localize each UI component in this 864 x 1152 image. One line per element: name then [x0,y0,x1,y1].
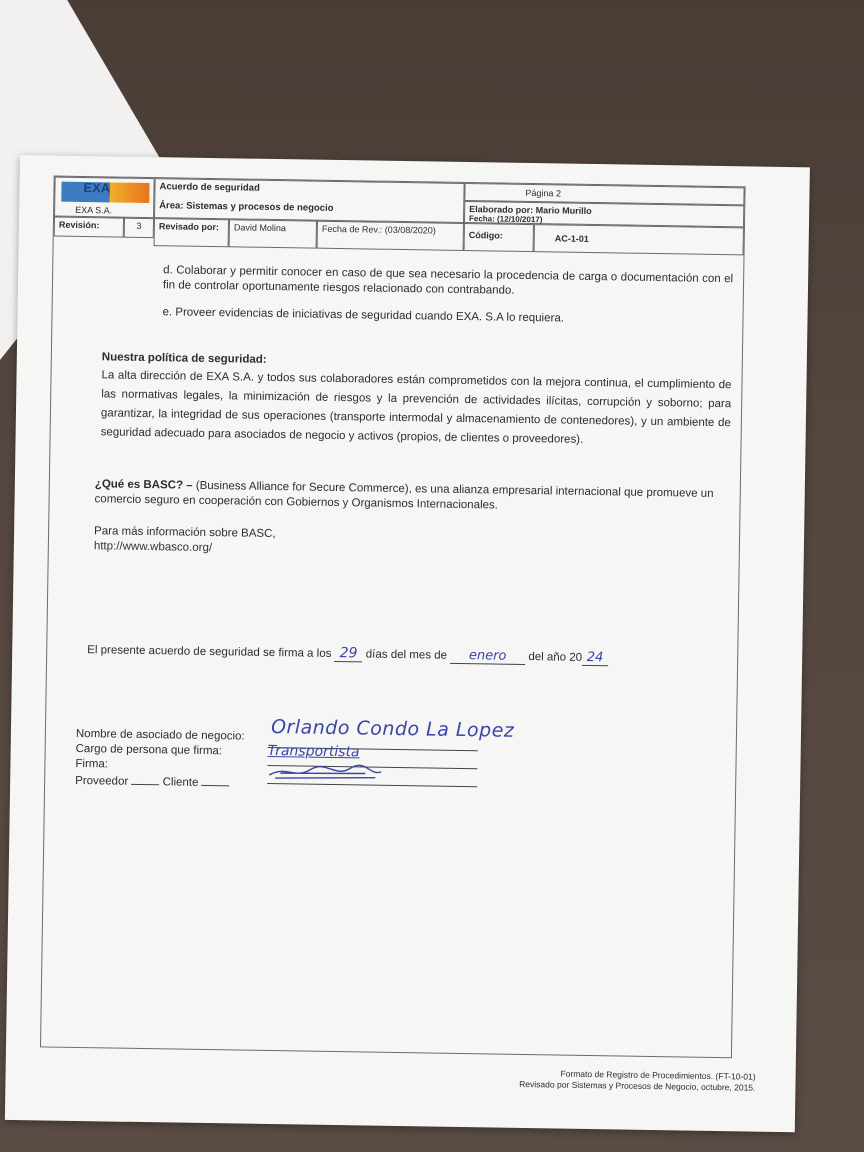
signature-form [75,727,245,792]
codigo-label-cell [464,223,534,252]
area-label: Área: Sistemas y procesos de negocio [159,200,334,214]
codigo-value: AC-1-01 [554,233,589,244]
basc-text: (Business Alliance for Secure Commerce), es una alianza empresarial internacional que promueve un comercio seguro en cooperación con Gobiernos y Organismos Internacionales. [94,479,714,512]
signing-part1: El presente acuerdo de seguridad se firma a los [87,644,332,660]
revision-label: Revisión: [58,219,100,231]
codigo-value-cell [534,224,744,255]
revision-value: 3 [136,220,142,231]
company-name: EXA S.A. [75,204,113,216]
codigo-label: Código: [468,230,503,241]
footer-line1: Formato de Registro de Procedimientos. (FT-10-01) [560,1068,756,1082]
revisado-value-cell [229,219,317,248]
basc-url[interactable]: http://www.wbasco.org/ [93,540,213,555]
nombre-value[interactable]: Orlando Condo La Lopez [270,716,515,742]
document-title: Acuerdo de seguridad [159,181,260,194]
clause-e: e. Proveer evidencias de iniciativas de seguridad cuando EXA. S.A lo requiera. [162,306,565,325]
document-footer [519,1068,756,1094]
cargo-value[interactable]: Transportista [267,742,360,761]
revisado-label-cell [154,218,229,247]
policy-heading: Nuestra política de seguridad: [101,351,267,366]
signing-year[interactable]: 24 [582,650,608,666]
firma-label: Firma: [75,757,109,771]
title-cell [154,178,465,223]
cliente-label: Cliente [162,776,199,789]
fecha-revision: Fecha de Rev.: (03/08/2020) [321,223,436,236]
logo-text: EXA [83,180,111,196]
type-row [75,774,244,792]
elaborado-por: Elaborado por: Mario Murillo [469,204,592,216]
nombre-label: Nombre de asociado de negocio: [75,727,245,743]
proveedor-label: Proveedor [75,774,129,788]
signing-part3: del año 20 [528,651,583,664]
signing-sentence [87,642,608,666]
document-page [5,155,810,1132]
footer-line2: Revisado por Sistemas y Procesos de Negocio, octubre, 2015. [519,1078,756,1093]
revisado-label: Revisado por: [158,221,219,233]
proveedor-field[interactable] [131,784,159,785]
signing-part2: días del mes de [365,648,448,662]
basc-more: Para más información sobre BASC, [94,525,276,541]
policy-text: La alta dirección de EXA S.A. y todos sus colaboradores están comprometidos con la mejora continua, el cumplimiento de las normativas legales, la minimización de riesgos y la prevención de actividades ilícitas, corrupción y soborno; para garantizar, la integridad de sus operaciones (transporte intermodal y almacenamiento de contenedores), y un ambiente de seguridad adecuado para asociados de negocio y activos (propios, de clientes o proveedores). [100,369,732,446]
signing-month[interactable]: enero [450,648,525,665]
revisado-value: David Molina [233,222,286,234]
fecha-elaboracion: Fecha: (12/10/2017) [468,214,543,225]
page-number: Página 2 [525,187,562,199]
signing-day[interactable]: 29 [334,646,362,662]
revision-label-cell [54,217,124,238]
fecha-rev-cell [317,221,464,251]
cliente-field[interactable] [202,785,230,786]
document-frame [40,176,746,1059]
basc-heading: ¿Qué es BASC? – [94,478,193,492]
basc-paragraph [94,477,724,517]
clause-d: d. Colaborar y permitir conocer en caso de que sea necesario la procedencia de carga o documentación con el fin de controlar oportunamente riesgos relacionado con contrabando. [162,264,734,297]
document-header [53,177,744,270]
revision-value-cell [124,218,154,238]
cargo-label: Cargo de persona que firma: [75,742,223,758]
logo-cell [54,177,155,219]
firma-line [267,782,477,787]
